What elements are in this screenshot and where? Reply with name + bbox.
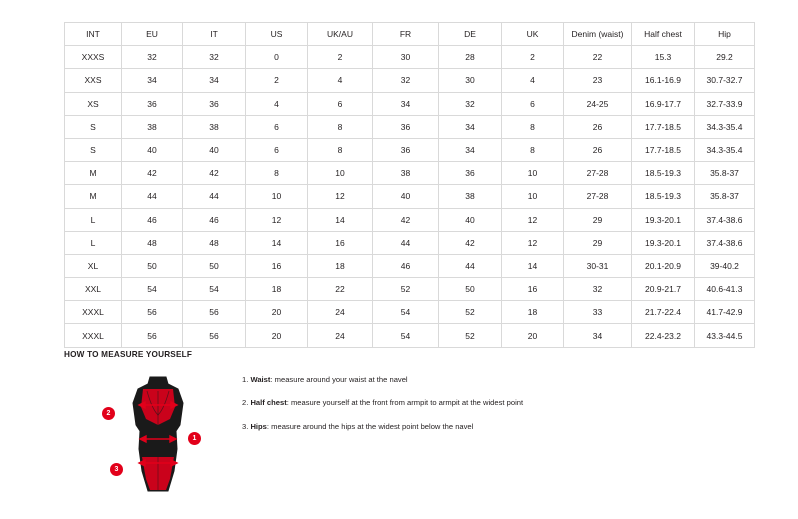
- cell: 40: [183, 138, 246, 161]
- cell: 22.4-23.2: [632, 324, 695, 347]
- cell: 48: [183, 231, 246, 254]
- how-to-measure-section: [64, 350, 744, 504]
- cell: 56: [122, 324, 183, 347]
- cell: 6: [502, 92, 564, 115]
- cell: 14: [246, 231, 308, 254]
- cell: 29.2: [695, 46, 755, 69]
- cell: 29: [564, 208, 632, 231]
- cell: 35.8-37: [695, 185, 755, 208]
- cell: 38: [122, 115, 183, 138]
- cell: 12: [308, 185, 373, 208]
- table-row: [65, 301, 755, 324]
- marker-1: 1: [188, 432, 201, 445]
- cell: 34: [439, 115, 502, 138]
- cell: 52: [439, 324, 502, 347]
- cell: 52: [439, 301, 502, 324]
- cell: 10: [502, 162, 564, 185]
- column-header-int: INT: [65, 23, 122, 46]
- step-text-waist: : measure around your waist at the navel: [270, 375, 408, 384]
- table-row: [65, 92, 755, 115]
- cell: 36: [373, 115, 439, 138]
- cell: 54: [373, 301, 439, 324]
- cell: 27-28: [564, 185, 632, 208]
- size-table-body: [65, 46, 755, 347]
- cell: 40.6-41.3: [695, 278, 755, 301]
- cell: 34: [439, 138, 502, 161]
- mannequin-icon: [130, 375, 186, 497]
- cell: 48: [122, 231, 183, 254]
- table-row: [65, 208, 755, 231]
- table-row: [65, 46, 755, 69]
- column-header-us: US: [246, 23, 308, 46]
- cell: 32: [564, 278, 632, 301]
- cell: 39-40.2: [695, 254, 755, 277]
- cell: M: [65, 162, 122, 185]
- cell: 27-28: [564, 162, 632, 185]
- column-header-uk: UK: [502, 23, 564, 46]
- cell: 40: [439, 208, 502, 231]
- cell: 56: [183, 301, 246, 324]
- cell: 34: [564, 324, 632, 347]
- step-label-waist: Waist: [250, 375, 271, 384]
- cell: L: [65, 208, 122, 231]
- measure-step-hips: [242, 422, 523, 432]
- step-label-hips: Hips: [250, 421, 267, 431]
- cell: 46: [122, 208, 183, 231]
- cell: 54: [373, 324, 439, 347]
- cell: 56: [183, 324, 246, 347]
- cell: 50: [439, 278, 502, 301]
- cell: 44: [373, 231, 439, 254]
- column-header-de: DE: [439, 23, 502, 46]
- step-number-3: 3.: [242, 421, 251, 431]
- cell: 2: [308, 46, 373, 69]
- cell: XXS: [65, 69, 122, 92]
- cell: 19.3-20.1: [632, 208, 695, 231]
- table-header-row: [65, 23, 755, 46]
- cell: 16: [308, 231, 373, 254]
- column-header-half-chest: Half chest: [632, 23, 695, 46]
- table-row: [65, 69, 755, 92]
- column-header-eu: EU: [122, 23, 183, 46]
- cell: 37.4-38.6: [695, 231, 755, 254]
- cell: 10: [246, 185, 308, 208]
- cell: 18: [246, 278, 308, 301]
- cell: 20: [502, 324, 564, 347]
- cell: 26: [564, 138, 632, 161]
- cell: 28: [439, 46, 502, 69]
- mannequin-figure: [100, 369, 220, 504]
- cell: XXXL: [65, 301, 122, 324]
- step-number-2: 2.: [242, 398, 251, 408]
- cell: 35.8-37: [695, 162, 755, 185]
- cell: 26: [564, 115, 632, 138]
- cell: 30.7-32.7: [695, 69, 755, 92]
- cell: 8: [246, 162, 308, 185]
- cell: 34.3-35.4: [695, 115, 755, 138]
- cell: 32: [122, 46, 183, 69]
- cell: 6: [246, 138, 308, 161]
- cell: 18: [308, 254, 373, 277]
- table-row: [65, 115, 755, 138]
- cell: 22: [564, 46, 632, 69]
- cell: S: [65, 115, 122, 138]
- cell: 37.4-38.6: [695, 208, 755, 231]
- cell: 32: [183, 46, 246, 69]
- cell: 16: [246, 254, 308, 277]
- cell: 34: [183, 69, 246, 92]
- cell: 17.7-18.5: [632, 138, 695, 161]
- cell: 6: [308, 92, 373, 115]
- cell: 42: [439, 231, 502, 254]
- how-to-measure-body: [64, 369, 744, 504]
- size-table-container: [64, 22, 743, 348]
- cell: 34: [373, 92, 439, 115]
- column-header-hip: Hip: [695, 23, 755, 46]
- cell: 2: [502, 46, 564, 69]
- step-text-half-chest: : measure yourself at the front from armpit to armpit at the widest point: [286, 398, 524, 408]
- cell: 54: [122, 278, 183, 301]
- measure-steps: [242, 369, 523, 445]
- cell: 43.3-44.5: [695, 324, 755, 347]
- table-row: [65, 324, 755, 347]
- cell: 16.1-16.9: [632, 69, 695, 92]
- cell: 38: [183, 115, 246, 138]
- cell: 21.7-22.4: [632, 301, 695, 324]
- cell: 56: [122, 301, 183, 324]
- cell: 4: [502, 69, 564, 92]
- cell: L: [65, 231, 122, 254]
- cell: 20.9-21.7: [632, 278, 695, 301]
- cell: 16: [502, 278, 564, 301]
- cell: 46: [373, 254, 439, 277]
- cell: XS: [65, 92, 122, 115]
- cell: 18: [502, 301, 564, 324]
- measure-step-half-chest: [242, 398, 523, 408]
- table-row: [65, 138, 755, 161]
- column-header-denim-waist: Denim (waist): [564, 23, 632, 46]
- size-table: [64, 22, 755, 348]
- cell: 41.7-42.9: [695, 301, 755, 324]
- cell: 44: [122, 185, 183, 208]
- cell: 36: [122, 92, 183, 115]
- cell: 8: [308, 138, 373, 161]
- step-text-hips: : measure around the hips at the widest point below the navel: [266, 421, 474, 431]
- cell: 40: [122, 138, 183, 161]
- cell: 8: [308, 115, 373, 138]
- cell: 33: [564, 301, 632, 324]
- cell: 24-25: [564, 92, 632, 115]
- cell: XXXL: [65, 324, 122, 347]
- step-number-1: 1.: [242, 375, 251, 384]
- cell: 38: [373, 162, 439, 185]
- cell: 42: [183, 162, 246, 185]
- cell: 50: [183, 254, 246, 277]
- cell: 8: [502, 115, 564, 138]
- cell: 44: [183, 185, 246, 208]
- column-header-it: IT: [183, 23, 246, 46]
- cell: 34: [122, 69, 183, 92]
- size-table-header: [65, 23, 755, 46]
- cell: 18.5-19.3: [632, 162, 695, 185]
- cell: XL: [65, 254, 122, 277]
- cell: 0: [246, 46, 308, 69]
- cell: M: [65, 185, 122, 208]
- cell: 34.3-35.4: [695, 138, 755, 161]
- cell: 12: [502, 231, 564, 254]
- cell: 22: [308, 278, 373, 301]
- cell: 12: [246, 208, 308, 231]
- cell: XXXS: [65, 46, 122, 69]
- cell: 32.7-33.9: [695, 92, 755, 115]
- cell: 42: [122, 162, 183, 185]
- cell: 19.3-20.1: [632, 231, 695, 254]
- cell: 16.9-17.7: [632, 92, 695, 115]
- cell: 32: [439, 92, 502, 115]
- cell: 30: [373, 46, 439, 69]
- cell: 30-31: [564, 254, 632, 277]
- cell: 24: [308, 301, 373, 324]
- cell: 20.1-20.9: [632, 254, 695, 277]
- table-row: [65, 185, 755, 208]
- cell: 36: [373, 138, 439, 161]
- cell: 29: [564, 231, 632, 254]
- marker-3: 3: [110, 463, 123, 476]
- cell: 42: [373, 208, 439, 231]
- cell: 24: [308, 324, 373, 347]
- cell: 40: [373, 185, 439, 208]
- cell: 52: [373, 278, 439, 301]
- cell: 6: [246, 115, 308, 138]
- cell: 36: [439, 162, 502, 185]
- cell: 15.3: [632, 46, 695, 69]
- cell: 20: [246, 301, 308, 324]
- table-row: [65, 254, 755, 277]
- cell: 17.7-18.5: [632, 115, 695, 138]
- table-row: [65, 278, 755, 301]
- cell: 4: [308, 69, 373, 92]
- table-row: [65, 231, 755, 254]
- cell: 38: [439, 185, 502, 208]
- cell: 2: [246, 69, 308, 92]
- cell: 30: [439, 69, 502, 92]
- cell: 10: [502, 185, 564, 208]
- cell: 20: [246, 324, 308, 347]
- cell: 10: [308, 162, 373, 185]
- column-header-uk-au: UK/AU: [308, 23, 373, 46]
- cell: S: [65, 138, 122, 161]
- step-label-half-chest: Half chest: [250, 398, 287, 408]
- marker-2: 2: [102, 407, 115, 420]
- column-header-fr: FR: [373, 23, 439, 46]
- cell: 14: [502, 254, 564, 277]
- cell: XXL: [65, 278, 122, 301]
- cell: 23: [564, 69, 632, 92]
- cell: 14: [308, 208, 373, 231]
- cell: 50: [122, 254, 183, 277]
- measure-step-waist: [242, 375, 523, 385]
- cell: 46: [183, 208, 246, 231]
- cell: 4: [246, 92, 308, 115]
- cell: 12: [502, 208, 564, 231]
- cell: 44: [439, 254, 502, 277]
- cell: 32: [373, 69, 439, 92]
- cell: 8: [502, 138, 564, 161]
- cell: 36: [183, 92, 246, 115]
- cell: 54: [183, 278, 246, 301]
- how-to-measure-title: HOW TO MEASURE YOURSELF: [64, 350, 193, 359]
- cell: 18.5-19.3: [632, 185, 695, 208]
- table-row: [65, 162, 755, 185]
